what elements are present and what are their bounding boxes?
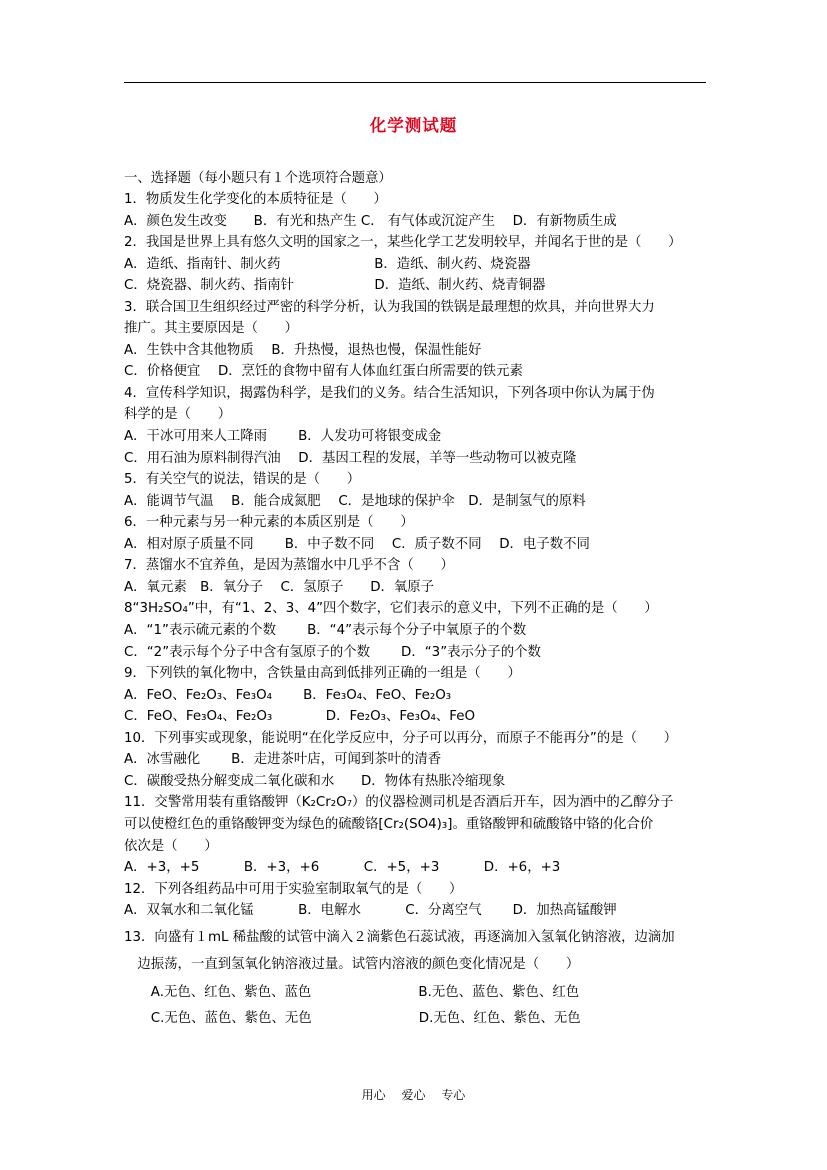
question-1-options: A．颜色发生改变 B．有光和热产生 C． 有气体或沉淀产生 D．有新物质生成 [124, 214, 617, 229]
question-10-stem: 10．下列事实或现象，能说明“在化学反应中，分子可以再分，而原子不能再分”的是（ ） [124, 731, 678, 746]
question-10-options-ab: A．冰雪融化 B．走进茶叶店，可闻到茶叶的清香 [124, 752, 442, 767]
question-4-stem: 4．宣传科学知识，揭露伪科学，是我们的义务。结合生活知识，下列各项中你认为属于伪 [124, 386, 655, 401]
question-5-stem: 5．有关空气的说法，错误的是（ ） [124, 472, 361, 487]
question-4-options-cd: C．用石油为原料制得汽油 D．基因工程的发展，羊等一些动物可以被克隆 [124, 451, 577, 466]
question-3-stem: 3．联合国卫生组织经过严密的科学分析，认为我国的铁锅是最理想的炊具，并向世界大力 [124, 300, 655, 315]
question-7-stem: 7．蒸馏水不宜养鱼，是因为蒸馏水中几乎不含（ ） [124, 558, 454, 573]
section-heading: 一、选择题（每小题只有１个选项符合题意） [124, 171, 392, 186]
header-rule [124, 82, 706, 83]
question-11-options: A．+3，+5 B．+3，+6 C．+5，+3 D．+6，+3 [124, 860, 561, 875]
question-8-stem: 8“3H₂SO₄”中，有“1、2、3、4”四个数字，它们表示的意义中，下列不正确的是（ ） [124, 601, 658, 616]
question-11-stem-cont-2: 依次是（ ） [124, 839, 218, 854]
question-5-options: A．能调节气温 B．能合成氮肥 C．是地球的保护伞 D．是制氢气的原料 [124, 494, 586, 509]
question-2-options-cd: C．烧瓷器、制火药、指南针 D．造纸、制火药、烧青铜器 [124, 278, 546, 293]
page-title: 化学测试题 [369, 116, 458, 135]
question-6-stem: 6．一种元素与另一种元素的本质区别是（ ） [124, 515, 414, 530]
question-4-stem-cont: 科学的是（ ） [124, 407, 232, 422]
question-9-options-cd: C．FeO、Fe₃O₄、Fe₂O₃ D．Fe₂O₃、Fe₃O₄、FeO [124, 709, 475, 724]
question-11-stem: 11．交警常用装有重铬酸钾（K₂Cr₂O₇）的仪器检测司机是否酒后开车，因为酒中的乙醇分子 [124, 795, 674, 810]
question-9-stem: 9．下列铁的氧化物中，含铁量由高到低排列正确的一组是（ ） [124, 666, 521, 681]
question-13-options-cd: C.无色、蓝色、紫色、无色 D.无色、红色、紫色、无色 [124, 1011, 581, 1026]
question-9-options-ab: A．FeO、Fe₂O₃、Fe₃O₄ B．Fe₃O₄、FeO、Fe₂O₃ [124, 688, 452, 703]
question-8-options-ab: A．“1”表示硫元素的个数 B．“4”表示每个分子中氧原子的个数 [124, 623, 527, 638]
question-6-options: A．相对原子质量不同 B．中子数不同 C．质子数不同 D．电子数不同 [124, 537, 590, 552]
question-3-stem-cont: 推广。其主要原因是（ ） [124, 321, 299, 336]
question-4-options-ab: A．干冰可用来人工降雨 B．人发功可将银变成金 [124, 429, 442, 444]
question-2-stem: 2．我国是世界上具有悠久文明的国家之一，某些化学工艺发明较早，并闻名于世的是（ ） [124, 235, 682, 250]
question-3-options-cd: C．价格便宜 D．烹饪的食物中留有人体血红蛋白所需要的铁元素 [124, 364, 523, 379]
question-10-options-cd: C．碳酸受热分解变成二氧化碳和水 D．物体有热胀冷缩现象 [124, 774, 506, 789]
question-13-options-ab: A.无色、红色、紫色、蓝色 B.无色、蓝色、紫色、红色 [124, 985, 580, 1000]
question-13-stem-cont: 边振荡，一直到氢氧化钠溶液过量。试管内溶液的颜色变化情况是（ ） [124, 957, 580, 972]
question-12-stem: 12．下列各组药品中可用于实验室制取氧气的是（ ） [124, 882, 463, 897]
question-13-stem: 13．向盛有１mL 稀盐酸的试管中滴入２滴紫色石蕊试液，再逐滴加入氢氧化钠溶液，边滴加 [124, 930, 675, 945]
question-7-options: A．氧元素 B．氧分子 C．氢原子 D．氧原子 [124, 580, 435, 595]
question-12-options: A．双氧水和二氧化锰 B．电解水 C．分离空气 D．加热高锰酸钾 [124, 903, 617, 918]
page-footer: 用心 爱心 专心 [361, 1088, 466, 1102]
question-2-options-ab: A．造纸、指南针、制火药 B．造纸、制火药、烧瓷器 [124, 257, 531, 272]
question-1-stem: 1．物质发生化学变化的本质特征是（ ） [124, 192, 387, 207]
question-3-options-ab: A．生铁中含其他物质 B．升热慢，退热也慢，保温性能好 [124, 343, 482, 358]
question-8-options-cd: C．“2”表示每个分子中含有氢原子的个数 D．“3”表示分子的个数 [124, 645, 541, 660]
question-11-stem-cont: 可以使橙红色的重铬酸钾变为绿色的硫酸铬[Cr₂(SO4)₃]。重铬酸钾和硫酸铬中铬的化合价 [124, 817, 654, 832]
